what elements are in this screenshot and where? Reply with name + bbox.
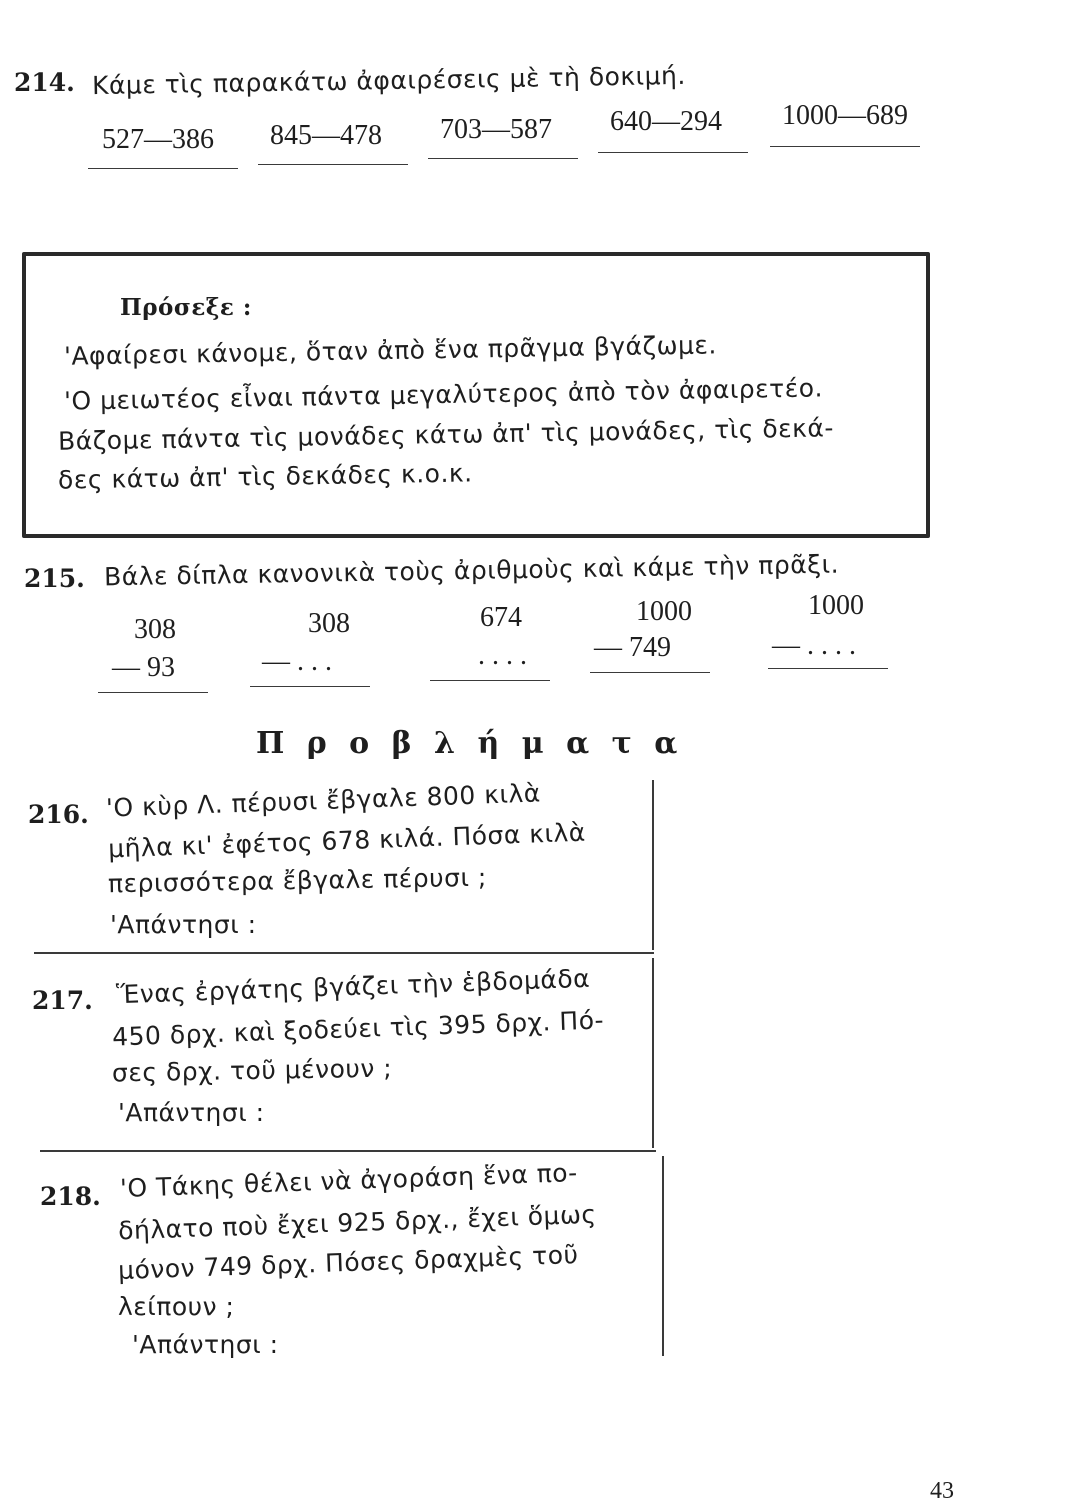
problem-line: Ἕνας ἐργάτης βγάζει τὴν ἑβδομάδα: [115, 963, 591, 1010]
answer-label: 'Απάντησι :: [110, 910, 257, 939]
note-line: 'Ο μειωτέος εἶναι πάντα μεγαλύτερος ἀπὸ τὸν ἀφαιρετέο.: [63, 373, 824, 416]
problem-line: σες δρχ. τοῦ μένουν ;: [111, 1053, 393, 1088]
subtraction-item: 1000—689: [782, 100, 908, 131]
problem-line: περισσότερα ἔβγαλε πέρυσι ;: [107, 862, 488, 899]
answer-line: [768, 668, 888, 669]
minuend: 674: [480, 602, 522, 633]
answer-label: 'Απάντησι :: [118, 1098, 265, 1127]
problem-line: λείπουν ;: [118, 1292, 235, 1321]
answer-line: [88, 168, 238, 169]
problem-line: μόνον 749 δρχ. Πόσες δραχμὲς τοῦ: [117, 1239, 579, 1286]
answer-line: [590, 672, 710, 673]
minuend: 1000: [636, 596, 692, 627]
page-number: 43: [930, 1478, 954, 1504]
problem-line: μῆλα κι' ἐφέτος 678 κιλά. Πόσα κιλὰ: [107, 817, 587, 864]
subtraction-item: 703—587: [440, 114, 552, 145]
subtrahend: — . . .: [262, 646, 332, 677]
exercise-number: 218.: [40, 1182, 101, 1211]
subtraction-item: 527—386: [102, 124, 214, 155]
answer-line: [250, 686, 370, 687]
note-line: δες κάτω ἀπ' τὶς δεκάδες κ.ο.κ.: [57, 458, 473, 495]
answer-line: [258, 164, 408, 165]
problems-heading: Π ρ ο β λ ή μ α τ α: [256, 726, 684, 761]
working-column-divider: [662, 1156, 664, 1356]
subtrahend: . . . .: [478, 640, 527, 671]
problem-separator: [40, 1150, 656, 1152]
note-line: 'Αφαίρεσι κάνομε, ὅταν ἀπὸ ἕνα πρᾶγμα βγάζωμε.: [63, 330, 718, 371]
minuend: 308: [134, 614, 176, 645]
note-title: Πρόσεξε :: [120, 294, 252, 321]
minuend: 308: [308, 608, 350, 639]
subtrahend: — 93: [112, 652, 175, 683]
exercise-instruction: Κάμε τὶς παρακάτω ἀφαιρέσεις μὲ τὴ δοκιμή.: [91, 60, 687, 101]
problem-line: 'Ο Τάκης θέλει νὰ ἀγοράση ἕνα πο-: [119, 1158, 579, 1203]
answer-line: [428, 158, 578, 159]
note-box: [22, 252, 930, 538]
subtraction-item: 845—478: [270, 120, 382, 151]
minuend: 1000: [808, 590, 864, 621]
problem-line: 'Ο κὺρ Λ. πέρυσι ἔβγαλε 800 κιλὰ: [105, 778, 542, 823]
exercise-number: 217.: [32, 986, 93, 1015]
subtraction-item: 640—294: [610, 106, 722, 137]
answer-line: [598, 152, 748, 153]
exercise-number: 215.: [24, 564, 85, 593]
answer-line: [770, 146, 920, 147]
answer-line: [98, 692, 208, 693]
working-column-divider: [652, 780, 654, 950]
subtrahend: — 749: [594, 632, 671, 663]
answer-line: [430, 680, 550, 681]
problem-separator: [34, 952, 654, 954]
subtrahend: — . . . .: [772, 630, 856, 661]
exercise-number: 216.: [28, 800, 89, 829]
working-column-divider: [652, 958, 654, 1148]
exercise-instruction: Βάλε δίπλα κανονικὰ τοὺς ἀριθμοὺς καὶ κάμε τὴν πρᾶξι.: [103, 549, 840, 592]
exercise-number: 214.: [14, 68, 75, 97]
note-line: Βάζομε πάντα τὶς μονάδες κάτω ἀπ' τὶς μονάδες, τὶς δεκά-: [57, 413, 835, 456]
answer-label: 'Απάντησι :: [132, 1330, 279, 1359]
problem-line: δήλατο ποὺ ἔχει 925 δρχ., ἔχει ὅμως: [117, 1199, 598, 1246]
problem-line: 450 δρχ. καὶ ξοδεύει τὶς 395 δρχ. Πό-: [111, 1005, 605, 1052]
